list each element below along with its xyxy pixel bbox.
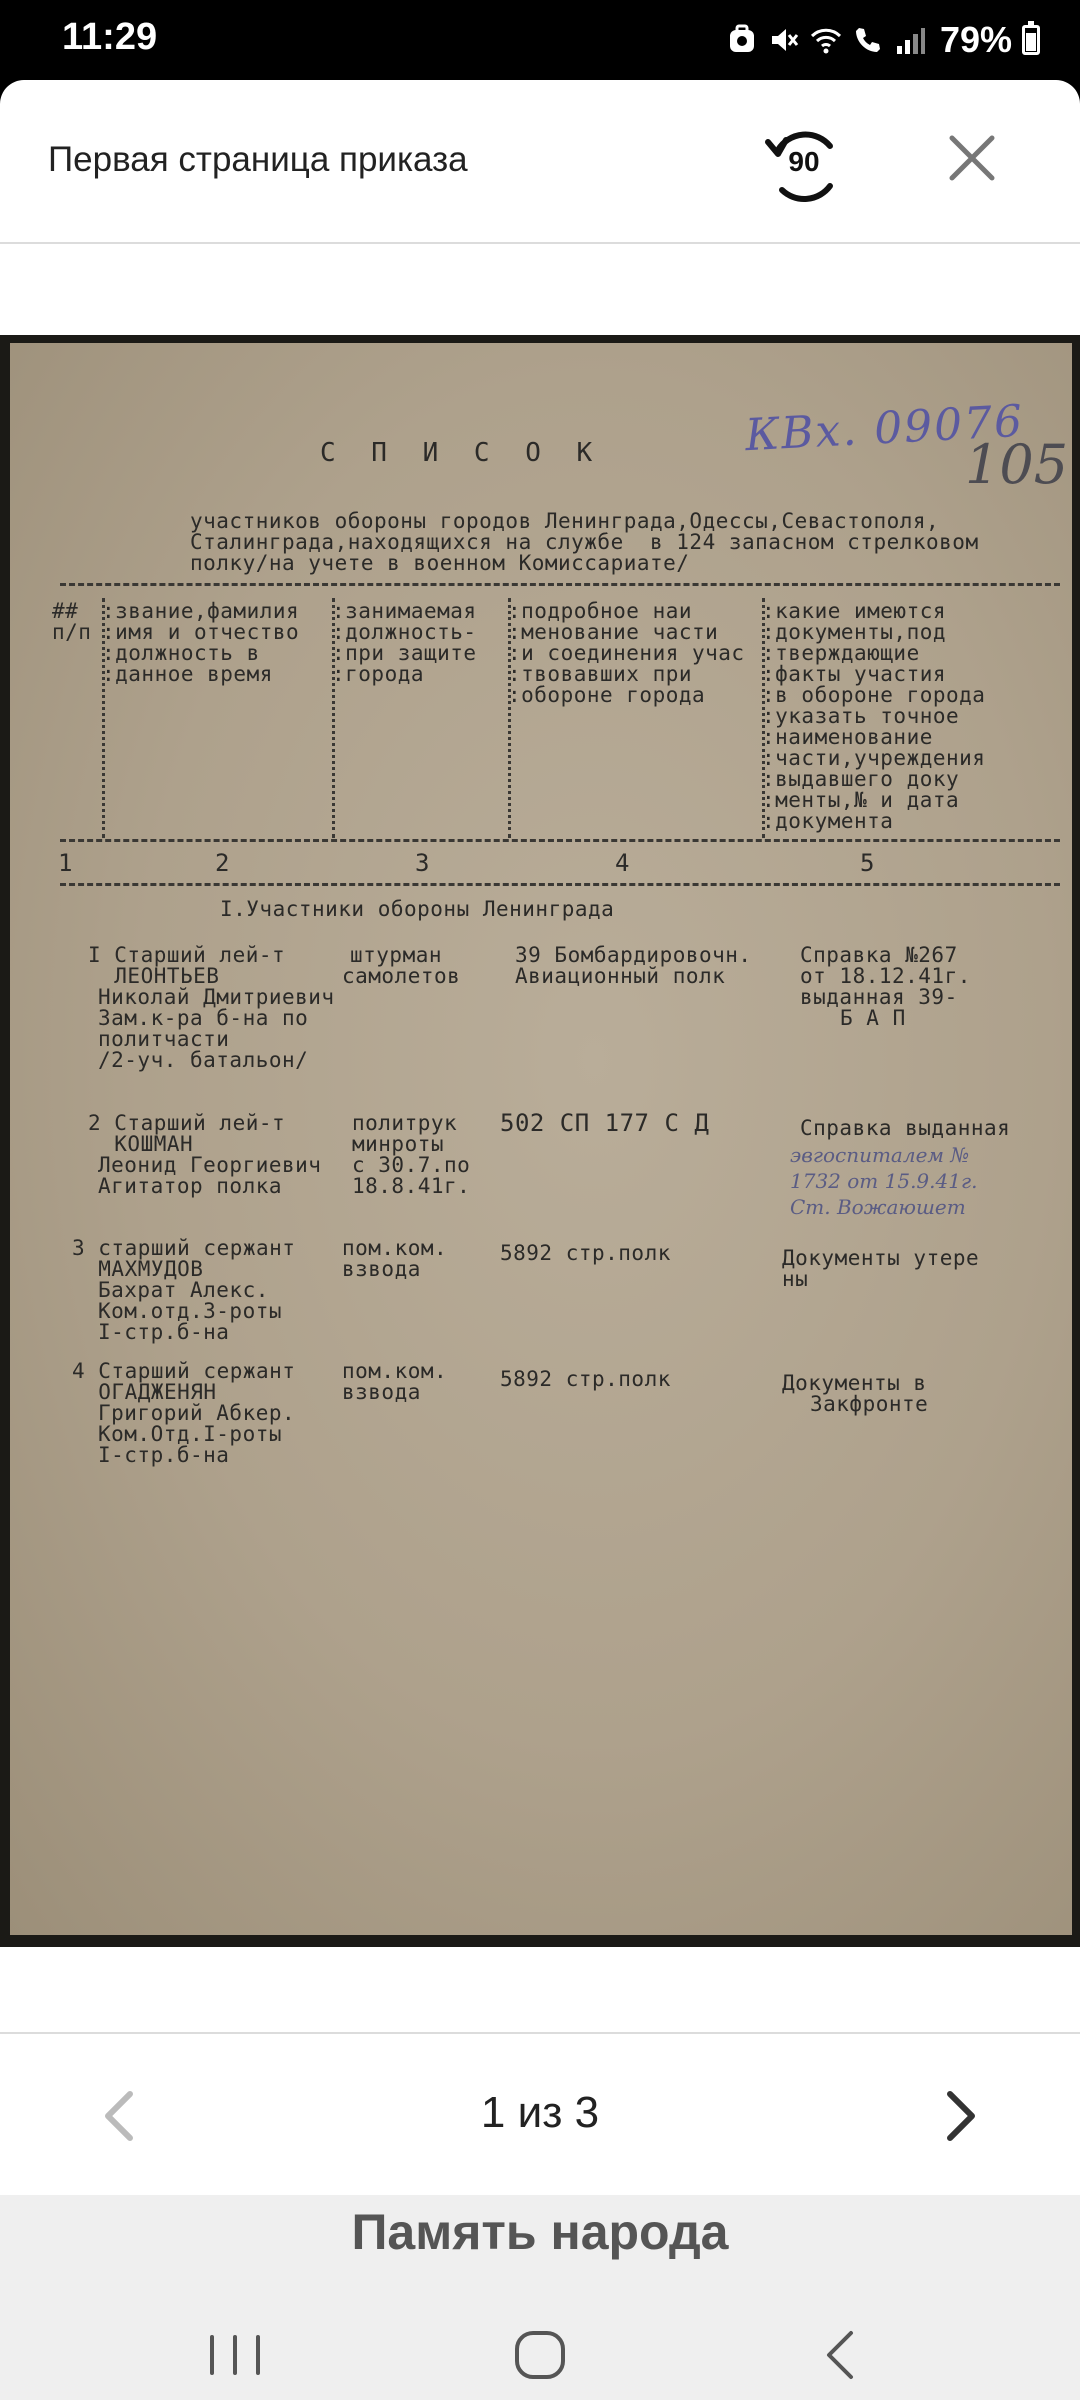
header-bottom-rule [60,839,1060,842]
row1-doc-1: Справка №267 [800,943,958,967]
header [0,80,1080,244]
doc-heading: С П И С О К [320,438,603,468]
row4-name-2: ОГАДЖЕНЯН [72,1380,217,1404]
row4-position-1: пом.ком. [342,1359,448,1383]
row4-doc-2: Закфронте [810,1392,929,1416]
col3-header-4: :города [332,662,425,686]
row2-name-4: Агитатор полка [98,1174,283,1198]
col4-header-3: :и соединения учас [508,641,745,665]
row2-doc-hand-3: Ст. Вожаюшет [790,1195,966,1219]
col-number-1: 1 [58,849,73,877]
col5-header-2: :документы,под [762,620,947,644]
row1-name-3: Николай Дмитриевич [98,985,335,1009]
row4-doc-1: Документы в [782,1371,927,1395]
battery-percent: 79% [939,19,1012,60]
signal-icon [894,24,926,56]
col-separator [762,598,765,838]
row3-doc-2: ны [782,1267,809,1291]
row2-name-1: 2 Старший лей-т [88,1111,286,1135]
col4-header-4: :твовавших при [508,662,693,686]
row2-name-2: КОШМАН [88,1132,194,1156]
col2-header-2: :имя и отчество [102,620,300,644]
page-title: Первая страница приказа [48,140,468,179]
col3-header-2: :должность- [332,620,477,644]
row4-unit-1: 5892 стр.полк [500,1367,671,1391]
row3-name-4: Ком.отд.3-роты [98,1299,283,1323]
col5-header-5: :в обороне города [762,683,986,707]
col5-header-9: :выдавшего доку [762,767,960,791]
row3-name-2: МАХМУДОВ [72,1257,204,1281]
app-notification-icon [726,24,758,56]
call-icon [852,24,884,56]
row2-doc-1: Справка выданная [800,1116,1011,1140]
row1-position-2: самолетов [342,964,461,988]
next-page-button[interactable] [930,2082,990,2150]
close-icon [940,126,1004,190]
col5-header-8: :части,учреждения [762,746,986,770]
row2-name-3: Леонид Георгиевич [98,1153,322,1177]
col5-header-4: :факты участия [762,662,947,686]
prev-page-button[interactable] [90,2082,150,2150]
row4-name-5: I-стр.б-на [98,1443,230,1467]
wifi-icon [810,24,842,56]
col4-header-1: :подробное наи [508,599,693,623]
col3-header-1: :занимаемая [332,599,477,623]
row2-position-2: минроты [352,1132,445,1156]
page-indicator: 1 из 3 [480,2088,600,2137]
doc-subtitle-2: Сталинграда,находящихся на службе в 124 запасном стрелковом [190,530,979,554]
col2-header-3: :должность в [102,641,260,665]
col-number-2: 2 [215,849,230,877]
row1-name-1: I Старший лей-т [88,943,286,967]
col5-header-11: :документа [762,809,894,833]
row1-unit-1: 39 Бомбардировочн. [515,943,752,967]
back-icon[interactable] [815,2315,865,2395]
doc-subtitle-3: полку/на учете в военном Комиссариате/ [190,551,690,575]
row4-position-2: взвода [342,1380,421,1404]
stamp-number: 105 [965,433,1069,496]
mute-icon [768,24,800,56]
row1-doc-2: от 18.12.41г. [800,964,971,988]
row2-unit-1: 502 СП 177 С Д [500,1109,710,1137]
status-icons [726,14,1040,66]
row2-position-1: политрук [352,1111,458,1135]
row1-name-5: политчасти [98,1027,230,1051]
document-viewer[interactable] [0,335,1080,1947]
row3-name-1: 3 старший сержант [72,1236,296,1260]
col2-header-4: :данное время [102,662,273,686]
numbers-bottom-rule [60,883,1060,886]
section-title: I.Участники обороны Ленинграда [220,897,615,921]
rotate-button[interactable] [758,120,850,212]
row3-doc-1: Документы утере [782,1246,980,1270]
row2-position-4: 18.8.41г. [352,1174,471,1198]
col-separator [508,598,511,838]
chevron-right-icon [930,2082,990,2150]
row3-name-5: I-стр.б-на [98,1320,230,1344]
row1-doc-3: выданная 39- [800,985,958,1009]
col1-header-2: п/п [52,620,92,644]
col4-header-5: :обороне города [508,683,706,707]
row4-name-4: Ком.Отд.I-роты [98,1422,283,1446]
row2-position-3: с 30.7.по [352,1153,471,1177]
doc-subtitle-1: участников обороны городов Ленинграда,Одессы,Севастополя, [190,509,940,533]
status-bar [0,0,1080,80]
row1-name-2: ЛЕОНТЬЕВ [88,964,220,988]
col2-header-1: :звание,фамилия [102,599,300,623]
rotate-label: 90 [788,146,820,177]
row1-name-6: /2-уч. батальон/ [98,1048,309,1072]
status-time: 11:29 [62,16,158,58]
home-icon[interactable] [505,2315,575,2395]
col1-header-1: ## [52,599,79,623]
col-number-4: 4 [615,849,630,877]
row1-doc-4: Б А П [840,1006,906,1030]
row1-name-4: Зам.к-ра б-на по [98,1006,309,1030]
col3-header-3: :при защите [332,641,477,665]
table-top-rule [60,583,1060,586]
row3-position-1: пом.ком. [342,1236,448,1260]
row3-position-2: взвода [342,1257,421,1281]
col5-header-1: :какие имеются [762,599,947,623]
document-image [10,343,1072,1935]
brand-title: Память народа [351,2204,729,2260]
col5-header-10: :менты,№ и дата [762,788,960,812]
col5-header-6: :указать точное [762,704,960,728]
col-number-3: 3 [415,849,430,877]
recents-icon[interactable] [200,2315,270,2395]
bottom-area [0,2195,1080,2400]
col-separator [102,598,105,838]
col4-header-2: :менование части [508,620,719,644]
document-sheet [0,80,1080,2195]
archive-stamp: КВх. 09076 [743,395,1026,462]
row4-name-1: 4 Старший сержант [72,1359,296,1383]
chevron-left-icon [90,2082,150,2150]
col-separator [332,598,335,838]
row1-position-1: штурман [350,943,443,967]
row1-unit-2: Авиационный полк [515,964,726,988]
row2-doc-hand-2: 1732 от 15.9.41г. [790,1169,978,1193]
row4-name-3: Григорий Абкер. [98,1401,296,1425]
battery-icon [1022,25,1040,55]
pager [0,2032,1080,2195]
row3-name-3: Бахрат Алекс. [98,1278,269,1302]
row2-doc-hand-1: эвгоспиталем № [790,1143,970,1167]
close-button[interactable] [940,126,1004,190]
col5-header-3: :тверждающие [762,641,920,665]
col5-header-7: :наименование [762,725,933,749]
col-number-5: 5 [860,849,875,877]
row3-unit-1: 5892 стр.полк [500,1241,671,1265]
